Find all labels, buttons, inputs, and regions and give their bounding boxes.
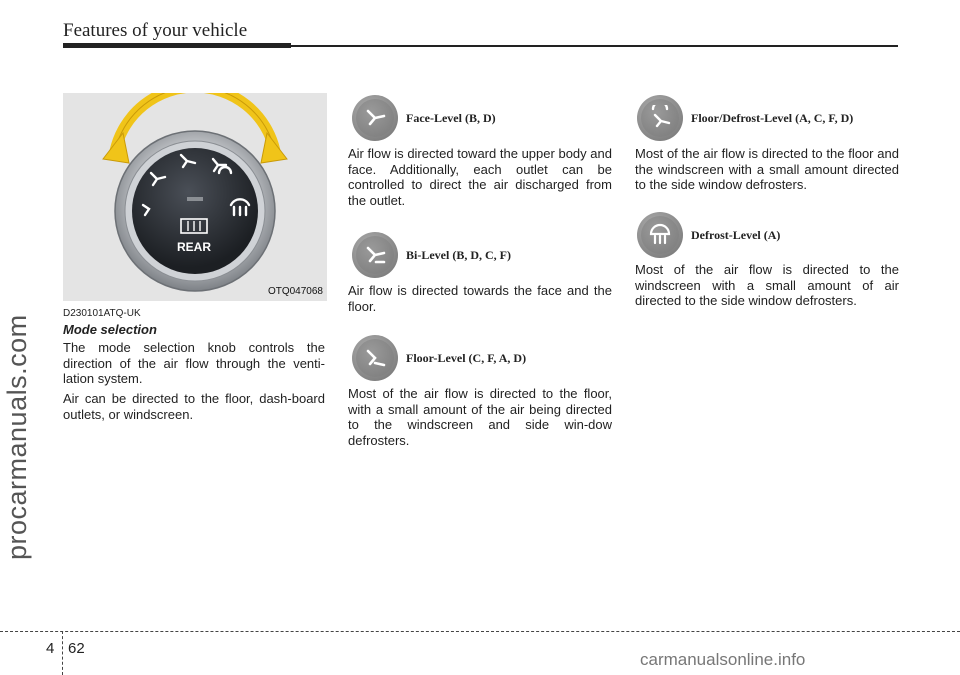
mode-heading-bi-level — [352, 232, 511, 278]
mode-label: Floor/Defrost-Level (A, C, F, D) — [691, 110, 854, 125]
rear-label: REAR — [176, 240, 212, 254]
mode-label: Face-Level (B, D) — [406, 110, 496, 125]
mode-label: Floor-Level (C, F, A, D) — [406, 350, 527, 365]
mode-label: Defrost-Level (A) — [691, 227, 781, 242]
mode-knob-figure — [63, 93, 327, 301]
floor-level-icon — [352, 335, 398, 381]
mode-heading-floor-defrost-level — [637, 95, 853, 141]
mode-knob-illustration — [63, 93, 327, 301]
mode-description-face-level: Air flow is directed toward the upper body and face. Additionally, each outlet can be controlled to direct the air discharged from the outlet. — [348, 146, 612, 208]
page-number: 62 — [68, 640, 85, 657]
figure-code: OTQ047068 — [267, 286, 323, 297]
floor-defrost-level-icon — [637, 95, 683, 141]
footer-watermark: carmanualsonline.info — [640, 650, 806, 669]
mode-description-floor-defrost-level: Most of the air flow is directed to the floor and the windscreen with a small amount directed to the side window defrosters. — [635, 146, 899, 192]
mode-description-floor-level: Most of the air flow is directed to the floor, with a small amount of the air being directed to the windscreen and side win-dow defrosters. — [348, 386, 612, 448]
footer-divider — [62, 631, 63, 675]
footer-rule — [0, 631, 960, 632]
section-paragraph-1: The mode selection knob controls the direction of the air flow through the venti-lation system. — [63, 340, 325, 386]
mode-description-bi-level: Air flow is directed towards the face and the floor. — [348, 283, 612, 314]
section-code: D230101ATQ-UK — [63, 308, 141, 319]
section-paragraph-2: Air can be directed to the floor, dash-board outlets, or windscreen. — [63, 391, 325, 422]
mode-heading-face-level — [352, 95, 496, 141]
mode-heading-defrost-level — [637, 212, 780, 258]
header-rule — [63, 45, 898, 47]
defrost-level-icon — [637, 212, 683, 258]
face-level-icon — [352, 95, 398, 141]
section-title: Mode selection — [63, 322, 157, 337]
side-watermark: procarmanuals.com — [2, 314, 32, 560]
mode-heading-floor-level — [352, 335, 526, 381]
chapter-number: 4 — [46, 640, 55, 657]
mode-label: Bi-Level (B, D, C, F) — [406, 247, 511, 262]
bi-level-icon — [352, 232, 398, 278]
mode-description-defrost-level: Most of the air flow is directed to the windscreen with a small amount of air directed to the side window defrosters. — [635, 262, 899, 308]
page-header-title: Features of your vehicle — [63, 20, 248, 41]
